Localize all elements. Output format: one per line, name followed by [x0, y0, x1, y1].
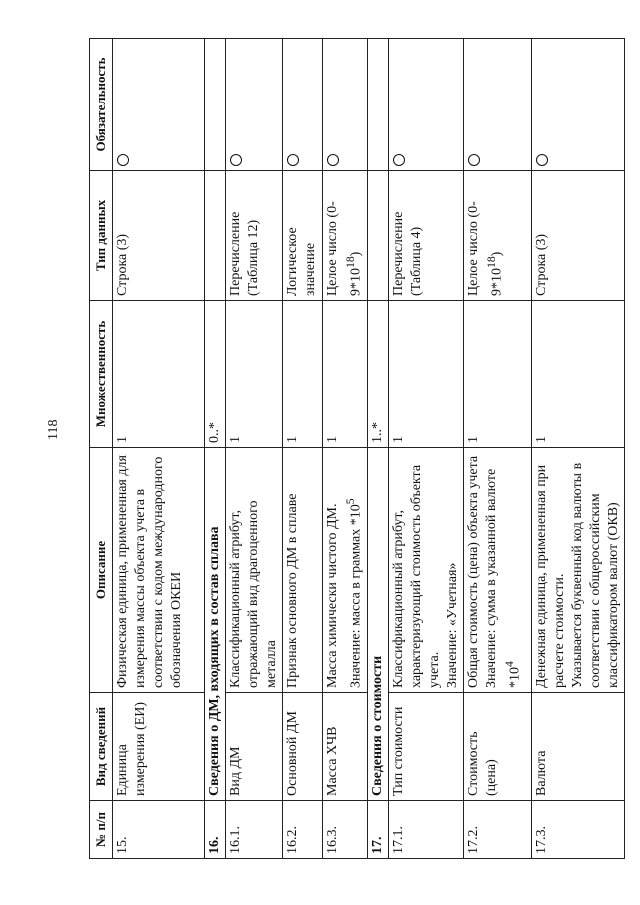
cell-req-empty	[205, 39, 226, 171]
cell-type	[463, 171, 531, 301]
table-row-16-2	[283, 39, 323, 859]
table-row-16-1	[226, 39, 283, 859]
cell-desc: Физическая единица, примененная для измерения массы объекта учета в соответствии с кодом международного обозначения ОКЕИ	[113, 448, 205, 693]
cell-desc: Классификационный атрибут, отражающий вид драгоценного металла	[226, 448, 283, 693]
cell-kind: Единица измерения (ЕИ)	[113, 693, 205, 801]
cell-req	[226, 39, 283, 171]
cell-req	[283, 39, 323, 171]
cell-desc: Денежная единица, примененная при расчете стоимости. Указывается буквенный код валюты в соответствии с общероссийским классификатором валют (ОКВ)	[531, 448, 624, 693]
cell-kind: Масса ХЧВ	[323, 693, 368, 801]
required-circle-icon	[287, 154, 299, 166]
column-header-num: № п/п	[90, 801, 113, 859]
cell-type: Перечисление (Таблица 4)	[388, 171, 463, 301]
cell-req	[113, 39, 205, 171]
cell-desc	[463, 448, 531, 693]
type-text: Целое число (0-9*10	[325, 201, 364, 296]
desc-text: Масса химически чистого ДМ. Значение: масса в граммах *10	[325, 503, 364, 688]
table-row-17-1	[388, 39, 463, 859]
cell-kind: Вид ДМ	[226, 693, 283, 801]
table-row-17-2	[463, 39, 531, 859]
cell-mult: 1	[388, 301, 463, 448]
cell-type-empty	[205, 171, 226, 301]
cell-desc: Классификационный атрибут, характеризующий стоимость объекта учета. Значение: «Учетная»	[388, 448, 463, 693]
table-row-15	[113, 39, 205, 859]
desc-text: Общая стоимость (цена) объекта учета Значение: сумма в указанной валюте *10	[465, 455, 523, 688]
page-number: 118	[46, 419, 61, 440]
required-circle-icon	[230, 154, 242, 166]
desc-exponent: 5	[344, 498, 357, 505]
column-header-type: Тип данных	[90, 171, 113, 301]
cell-type: Строка (3)	[531, 171, 624, 301]
cell-mult: 1	[226, 301, 283, 448]
cell-kind: Валюта	[531, 693, 624, 801]
desc-exponent: 4	[502, 661, 516, 667]
cell-num: 16.2.	[283, 801, 323, 859]
cell-kind: Основной ДМ	[283, 693, 323, 801]
cell-num: 17.3.	[531, 801, 624, 859]
section-row-16	[205, 39, 226, 859]
type-text: Целое число (0-9*10	[465, 201, 505, 296]
rotated-sheet	[89, 39, 621, 859]
required-circle-icon	[393, 154, 405, 166]
cell-req	[323, 39, 368, 171]
cell-kind: Стоимость (цена)	[463, 693, 531, 801]
cell-mult: 0..*	[205, 301, 226, 448]
cell-num: 17.1.	[388, 801, 463, 859]
column-header-req: Обязательность	[90, 39, 113, 171]
cell-desc	[323, 448, 368, 693]
column-header-kind: Вид сведений	[90, 693, 113, 801]
table-header-row	[90, 39, 113, 859]
cell-req	[463, 39, 531, 171]
cell-num: 16.1.	[226, 801, 283, 859]
cell-mult: 1	[323, 301, 368, 448]
spec-table	[89, 38, 625, 859]
cell-req	[531, 39, 624, 171]
type-tail: )	[489, 251, 505, 257]
type-exponent: 18	[344, 256, 357, 268]
cell-num: 17.2.	[463, 801, 531, 859]
cell-type: Логическое значение	[283, 171, 323, 301]
required-circle-icon	[536, 154, 548, 166]
cell-mult: 1	[283, 301, 323, 448]
cell-type: Перечисление (Таблица 12)	[226, 171, 283, 301]
cell-kind: Тип стоимости	[388, 693, 463, 801]
table-row-17-3	[531, 39, 624, 859]
cell-mult: 1	[113, 301, 205, 448]
cell-type: Строка (3)	[113, 171, 205, 301]
section-title: Сведения о ДМ, входящих в состав сплава	[205, 448, 226, 801]
cell-mult: 1..*	[367, 301, 388, 448]
cell-type	[323, 171, 368, 301]
type-tail: )	[348, 251, 364, 257]
cell-req	[388, 39, 463, 171]
cell-type-empty	[367, 171, 388, 301]
cell-mult: 1	[531, 301, 624, 448]
required-circle-icon	[468, 154, 480, 166]
cell-req-empty	[367, 39, 388, 171]
cell-num: 16.3.	[323, 801, 368, 859]
column-header-mult: Множественность	[90, 301, 113, 448]
table-row-16-3	[323, 39, 368, 859]
column-header-desc: Описание	[90, 448, 113, 693]
section-title: Сведения о стоимости	[367, 448, 388, 801]
cell-mult: 1	[463, 301, 531, 448]
cell-num: 16.	[205, 801, 226, 859]
required-circle-icon	[117, 154, 129, 166]
cell-num: 17.	[367, 801, 388, 859]
type-exponent: 18	[484, 256, 498, 268]
cell-desc: Признак основного ДМ в сплаве	[283, 448, 323, 693]
required-circle-icon	[327, 154, 339, 166]
section-row-17	[367, 39, 388, 859]
cell-num: 15.	[113, 801, 205, 859]
